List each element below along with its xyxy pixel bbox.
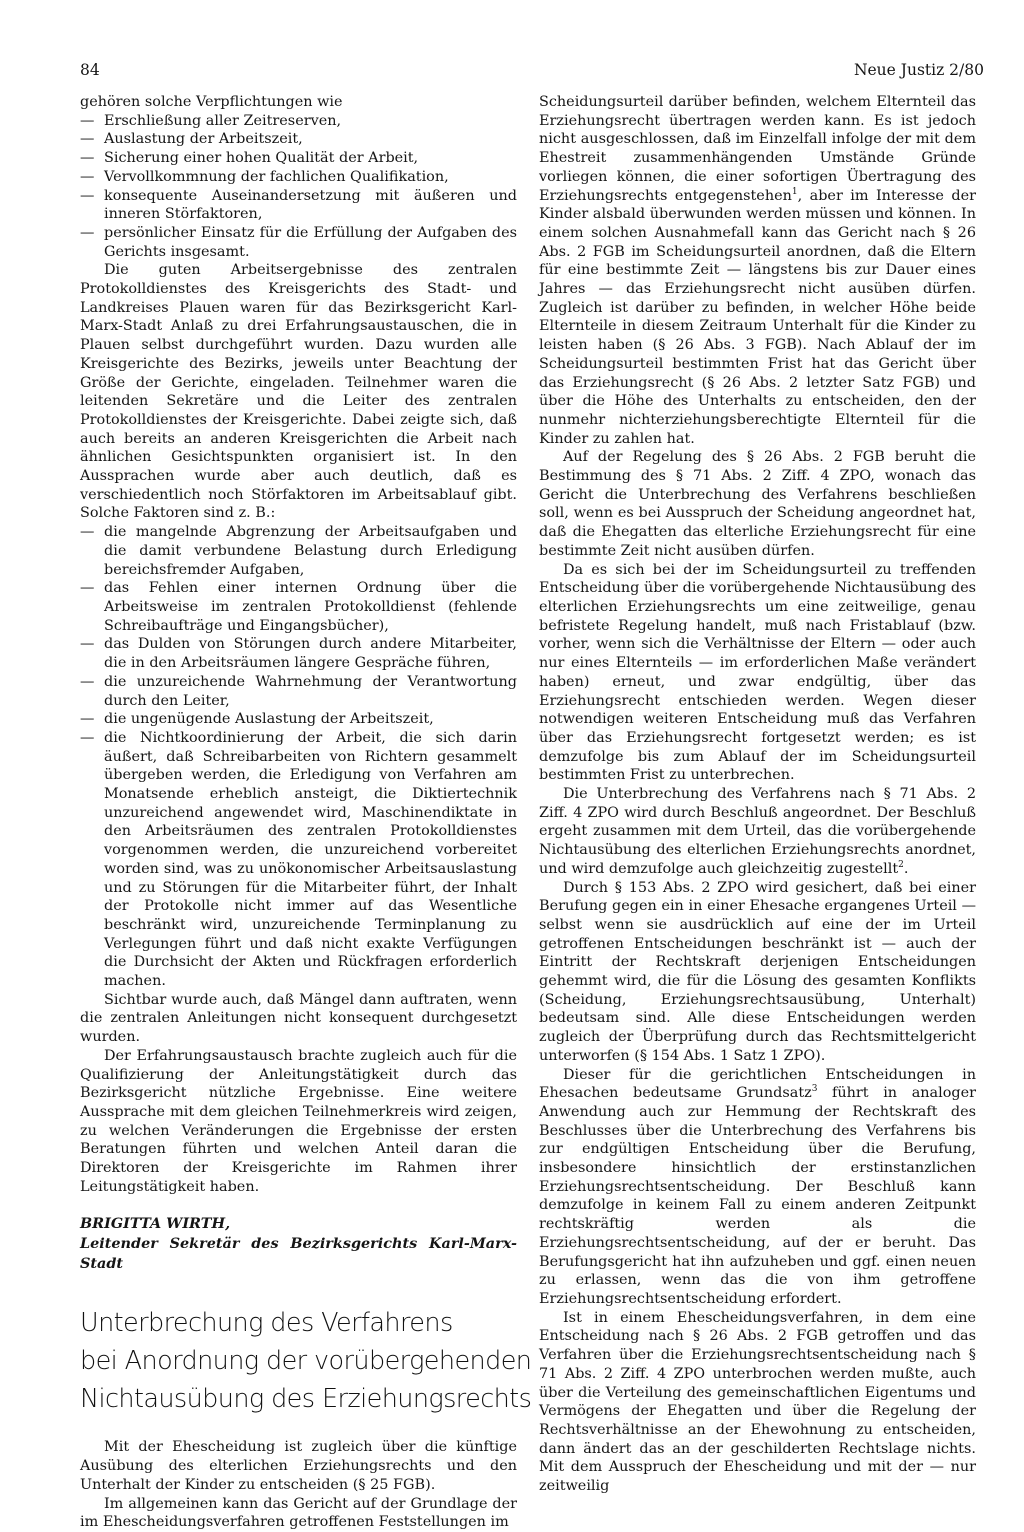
factors-list: [80, 523, 517, 991]
article-title: [80, 1304, 532, 1418]
paragraph: Sichtbar wurde auch, daß Mängel dann auftraten, wenn die zentralen Anleitungen nicht konsequent durchgesetzt wurden.: [80, 991, 517, 1046]
text-run: .: [903, 860, 909, 877]
text-run: , aber im Interesse der Kinder alsbald überwunden werden müssen und können. In einem solchen Ausnahmefall kann das Gericht nach § 26 Abs. 2 FGB im Scheidungsurteil anordnen, daß die Eltern für eine bestimmte Zeit — längstens bis zur Dauer eines Jahres — das Erziehungsrecht nicht ausüben dürfen. Zugleich ist darüber zu befinden, in welcher Höhe beide Elternteile in diesem Zeitraum Unterhalt für die Kinder zu leisten haben (§ 26 Abs. 3 FGB). Nach Ablauf der im Scheidungsurteil bestimmten Frist hat das Gericht über das Erziehungsrecht (§ 26 Abs. 2 letzter Satz FGB) und über die Höhe des Unterhalts zu entscheiden, den der nunmehr nichterziehungsberechtigte Elternteil für die Kinder zu zahlen hat.: [539, 187, 976, 447]
text-run: führt in analoger Anwendung auch zur Hemmung der Rechtskraft des Beschlusses über die Unterbrechung des Verfahrens bis zur endgültigen Entscheidung über die Berufung, insbesondere hinsichtlich der erstinstanzlichen Erziehungsrechtsentscheidung. Der Beschluß kann demzufolge in keinem Fall zu einem anderen Zeitpunkt rechtskräftig werden als die Erziehungsrechtsentscheidung, auf der er beruht. Das Berufungsgericht hat ihn aufzuheben und ggf. einen neuen zu erlassen, wenn das die von ihm getroffene Erziehungsrechtsentscheidung erfordert.: [539, 1085, 976, 1307]
list-item: — Erschließung aller Zeitreserven,: [80, 112, 517, 131]
author-name: BRIGITTA WIRTH,: [80, 1215, 231, 1233]
right-column: [539, 93, 976, 1496]
author-signature: [80, 1214, 517, 1274]
list-item: — Vervollkommnung der fachlichen Qualifikation,: [80, 168, 517, 187]
list-item: — das Dulden von Störungen durch andere Mitarbeiter, die in den Arbeitsräumen längere Gespräche führen,: [80, 635, 517, 672]
article-title-line: Unterbrechung des Verfahrens: [80, 1308, 453, 1339]
list-item: — die unzureichende Wahrnehmung der Verantwortung durch den Leiter,: [80, 673, 517, 710]
intro-paragraph: gehören solche Verpflichtungen wie: [80, 94, 343, 110]
article-title-line: bei Anordnung der vorübergehenden: [80, 1346, 532, 1377]
list-item: — die Nichtkoordinierung der Arbeit, die sich darin äußert, daß Schreibarbeiten von Richtern gesammelt übergeben werden, die Erledigung von Verfahren am Monatsende erheblich ansteigt, die Diktiertechnik unzureichend angewendet wird, Maschinendiktate in den Arbeitsräumen des zentralen Protokolldienstes vorgenommen werden, die unzureichend vorbereitet worden sind, was zu unökonomischer Arbeitsauslastung und zu Störungen für die Mitarbeiter führt, der Inhalt der Protokolle nicht immer auf das Wesentliche beschränkt wird, unzureichende Terminplanung zu Verlegungen führt und daß nicht exakte Verfügungen die Durchsicht der Akten und Rückfragen erforderlich machen.: [80, 729, 517, 991]
footnote-marker: 2: [898, 860, 904, 871]
page-header: [80, 60, 984, 82]
paragraph: Auf der Regelung des § 26 Abs. 2 FGB beruht die Bestimmung des § 71 Abs. 2 Ziff. 4 ZPO, wonach das Gericht die Unterbrechung des Verfahrens beschließen soll, wenn es bei Ausspruch der Scheidung angeordnet hat, daß die Ehegatten das elterliche Erziehungsrecht für eine bestimmte Zeit nicht ausüben dürfen.: [539, 449, 976, 559]
paragraph: Der Erfahrungsaustausch brachte zugleich auch für die Qualifizierung der Anleitungstätigkeit durch das Bezirksgericht nützliche Ergebnisse. Eine weitere Aussprache mit dem gleichen Teilnehmerkreis wird zeigen, zu welchen Veränderungen die Ergebnisse der ersten Beratungen führten und welchen Anteil daran die Direktoren der Kreisgerichte im Rahmen ihrer Leitungstätigkeit haben.: [80, 1047, 517, 1195]
paragraph: [539, 1066, 976, 1309]
paragraph: Im allgemeinen kann das Gericht auf der Grundlage der im Ehescheidungsverfahren getroffenen Feststellungen im: [80, 1495, 517, 1531]
journal-issue: Neue Justiz 2/80: [853, 61, 984, 79]
paragraph: Da es sich bei der im Scheidungsurteil zu treffenden Entscheidung über die vorübergehende Nichtausübung des elterlichen Erziehungsrechts um eine zeitweilige, genau befristete Regelung handelt, muß nach Fristablauf (bzw. vorher, wenn sich die Verhältnisse der Eltern — oder auch nur eines Elternteils — im erforderlichen Maße verändert haben) erneut, und zwar endgültig, über das Erziehungsrecht entschieden werden. Wegen dieser notwendigen weiteren Entscheidung muß das Verfahren über das Erziehungsrecht fortgesetzt werden; es ist demzufolge bis zum Ablauf der im Scheidungsurteil bestimmten Frist zu unterbrechen.: [539, 561, 976, 784]
list-item: — konsequente Auseinandersetzung mit äußeren und inneren Störfaktoren,: [80, 187, 517, 224]
text-run: Scheidungsurteil darüber befinden, welchem Elternteil das Erziehungsrecht übertragen werden kann. Es ist jedoch nicht ausgeschlossen, daß im Einzelfall infolge der mit dem Ehestreit zusammenhängenden Umstände Gründe vorliegen können, die einer sofortigen Übertragung des Erziehungsrechts entgegenstehen: [539, 94, 976, 204]
duties-list: [80, 112, 517, 262]
footnote-marker: 3: [811, 1084, 818, 1095]
article-title-line: Nichtausübung des Erziehungsrechts: [80, 1384, 532, 1415]
paragraph: [539, 785, 976, 879]
left-column: [80, 93, 532, 1532]
page-number: 84: [80, 61, 100, 79]
text-run: Dieser für die gerichtlichen Entscheidungen in Ehesachen bedeutsame Grundsatz: [539, 1066, 976, 1102]
list-item: — das Fehlen einer internen Ordnung über die Arbeitsweise im zentralen Protokolldienst (fehlende Schreibaufträge und Eingangsbücher),: [80, 579, 517, 635]
footnote-marker: 1: [791, 186, 798, 197]
text-run: Die Unterbrechung des Verfahrens nach § 71 Abs. 2 Ziff. 4 ZPO wird durch Beschluß angeordnet. Der Beschluß ergeht zusammen mit dem Urteil, das die vorübergehende Nichtausübung des elterlichen Erziehungsrechts anordnet, und wird demzufolge auch gleichzeitig zugestellt: [539, 786, 976, 877]
author-role: Leitender Sekretär des Bezirksgerichts Karl-Marx-Stadt: [80, 1235, 517, 1273]
list-item: — Sicherung einer hohen Qualität der Arbeit,: [80, 149, 517, 168]
list-item: — Auslastung der Arbeitszeit,: [80, 130, 517, 149]
paragraph: Die guten Arbeitsergebnisse des zentralen Protokolldienstes des Kreisgerichts des Stadt- und Landkreises Plauen waren für das Bezirksgericht Karl-Marx-Stadt Anlaß zu drei Erfahrungsaustauschen, die in Plauen selbst durchgeführt wurden. Dazu wurden alle Kreisgerichte des Bezirks, jeweils unter Beachtung der Größe der Gerichte, eingeladen. Teilnehmer waren die leitenden Sekretäre und die Leiter des zentralen Protokolldienstes der Kreisgerichte. Dabei zeigte sich, daß auch bereits an anderen Kreisgerichten die Arbeit nach ähnlichen Gesichtspunkten organisiert ist. In den Aussprachen wurde aber auch deutlich, daß es verschiedentlich noch Störfaktoren im Arbeitsablauf gibt. Solche Faktoren sind z. B.:: [80, 262, 517, 522]
paragraph: Durch § 153 Abs. 2 ZPO wird gesichert, daß bei einer Berufung gegen ein in einer Ehesache ergangenes Urteil — selbst wenn sie ausdrücklich auf eine der im Urteil getroffenen Entscheidungen beschränkt ist — auch der Eintritt der Rechtskraft derjenigen Entscheidungen gehemmt wird, die für die Lösung des gesamten Konflikts (Scheidung, Erziehungsrechtsausübung, Unterhalt) bedeutsam sind. Alle diese Entscheidungen werden zugleich der Überprüfung durch das Rechtsmittelgericht unterworfen (§ 154 Abs. 1 Satz 1 ZPO).: [539, 879, 976, 1064]
paragraph: Mit der Ehescheidung ist zugleich über die künftige Ausübung des elterlichen Erziehungsrechts und den Unterhalt der Kinder zu entscheiden (§ 25 FGB).: [80, 1439, 517, 1493]
list-item: — die mangelnde Abgrenzung der Arbeitsaufgaben und die damit verbundene Belastung durch Erledigung bereichsfremder Aufgaben,: [80, 523, 517, 579]
paragraph: Ist in einem Ehescheidungsverfahren, in dem eine Entscheidung nach § 26 Abs. 2 FGB getroffen und das Verfahren über die Erziehungsrechtsentscheidung nach § 71 Abs. 2 Ziff. 4 ZPO unterbrochen werden mußte, auch über die Verteilung des gemeinschaftlichen Eigentums und Vermögens der Ehegatten und über die Regelung der Rechtsverhältnisse an der Ehewohnung zu entscheiden, dann ändert das an der geschilderten Rechtslage nichts. Mit dem Ausspruch der Ehescheidung und mit der — nur zeitweilig: [539, 1309, 976, 1495]
list-item: — persönlicher Einsatz für die Erfüllung der Aufgaben des Gerichts insgesamt.: [80, 224, 517, 261]
paragraph: [539, 93, 976, 448]
list-item: — die ungenügende Auslastung der Arbeitszeit,: [80, 710, 517, 729]
